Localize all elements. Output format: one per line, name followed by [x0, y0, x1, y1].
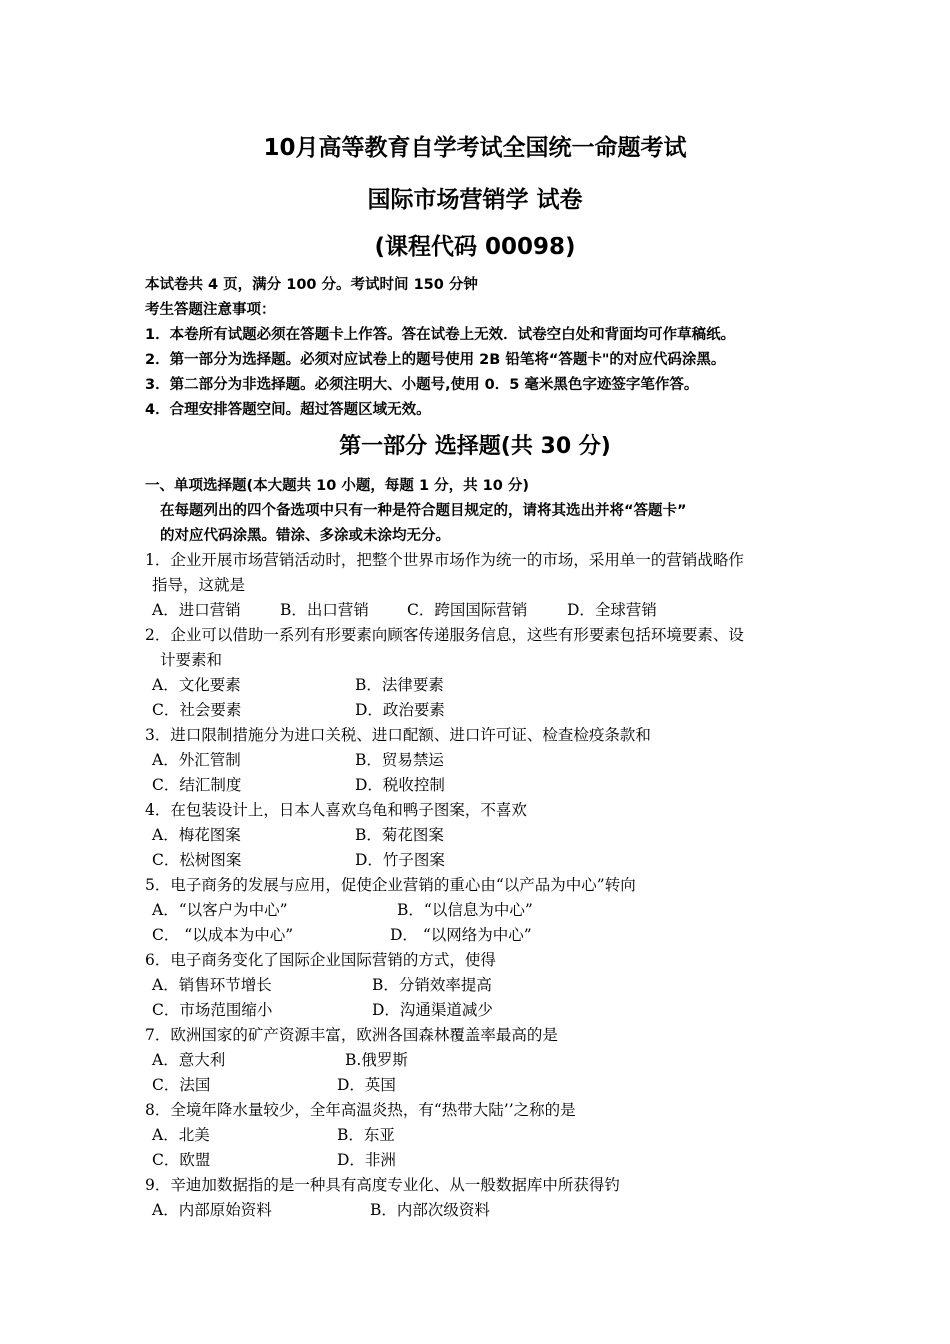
option-b: B．内部次级资料 — [370, 1201, 490, 1219]
section-instruction: 在每题列出的四个备选项中只有一种是符合题目规定的，请将其选出并将“答题卡” — [160, 503, 687, 519]
option-b: B．分销效率提高 — [372, 976, 492, 994]
exam-title: 10月高等教育自学考试全国统一命题考试 — [263, 135, 687, 161]
option-a: A．北美 — [152, 1126, 210, 1144]
option-c: C．结汇制度 — [152, 776, 242, 794]
option-a: A．销售环节增长 — [152, 976, 272, 994]
option-a: A．梅花图案 — [152, 826, 241, 844]
option-a: A．意大利 — [152, 1051, 226, 1069]
question-stem: 8．全境年降水量较少，全年高温炎热，有“热带大陆’’之称的是 — [145, 1101, 576, 1119]
question-stem: 9．辛迪加数据指的是一种具有高度专业化、从一般数据库中所获得钓 — [145, 1176, 620, 1194]
notice-rule: 3．第二部分为非选择题。必须注明大、小题号,使用 0．5 毫米黑色字迹签字笔作答。 — [145, 377, 699, 393]
option-a: A．外汇管制 — [152, 751, 241, 769]
option-c: C．跨国国际营销 — [407, 601, 528, 619]
subject-title: 国际市场营销学 试卷 — [367, 187, 583, 213]
question-stem: 计要素和 — [160, 651, 223, 669]
option-b: B．东亚 — [337, 1126, 395, 1144]
course-code: (课程代码 00098) — [374, 234, 576, 260]
option-d: D．竹子图案 — [355, 851, 445, 869]
option-a: A．内部原始资料 — [152, 1201, 272, 1219]
option-b: B.俄罗斯 — [345, 1051, 408, 1069]
exam-info: 本试卷共 4 页，满分 100 分。考试时间 150 分钟 — [145, 277, 478, 293]
question-stem: 7．欧洲国家的矿产资源丰富，欧洲各国森林覆盖率最高的是 — [145, 1026, 558, 1044]
section-instruction: 的对应代码涂黑。错涂、多涂或未涂均无分。 — [160, 528, 450, 544]
option-c: C．社会要素 — [152, 701, 242, 719]
question-stem: 4．在包装设计上，日本人喜欢乌龟和鸭子图案，不喜欢 — [145, 801, 527, 819]
notice-rule: 2．第一部分为选择题。必须对应试卷上的题号使用 2B 铅笔将“答题卡"的对应代码涂黑。 — [145, 352, 726, 368]
option-c: C．松树图案 — [152, 851, 242, 869]
option-d: D．政治要素 — [355, 701, 445, 719]
option-c: C．欧盟 — [152, 1151, 211, 1169]
option-b: B．“以信息为中心” — [397, 901, 533, 919]
option-b: B．菊花图案 — [355, 826, 444, 844]
option-c: C． “以成本为中心” — [152, 926, 294, 944]
option-d: D．非洲 — [337, 1151, 396, 1169]
option-c: C．法国 — [152, 1076, 211, 1094]
option-d: D．英国 — [337, 1076, 396, 1094]
notice-rule: 1．本卷所有试题必须在答题卡上作答。答在试卷上无效．试卷空白处和背面均可作草稿纸。 — [145, 327, 736, 343]
notice-rule: 4．合理安排答题空间。超过答题区域无效。 — [145, 402, 431, 418]
question-stem: 6．电子商务变化了国际企业国际营销的方式，使得 — [145, 951, 496, 969]
question-stem: 5．电子商务的发展与应用，促使企业营销的重心由“以产品为中心”转向 — [145, 876, 636, 894]
option-d: D．全球营销 — [567, 601, 657, 619]
question-stem: 2．企业可以借助一系列有形要素向顾客传递服务信息，这些有形要素包括环境要素、设 — [145, 626, 744, 644]
option-a: A．进口营销 — [152, 601, 241, 619]
option-d: D．沟通渠道减少 — [372, 1001, 493, 1019]
question-stem: 3．进口限制措施分为进口关税、进口配额、进口许可证、检查检疫条款和 — [145, 726, 651, 744]
question-stem: 指导，这就是 — [152, 576, 246, 594]
option-d: D．税收控制 — [355, 776, 445, 794]
option-d: D． “以网络为中心” — [390, 926, 532, 944]
question-stem: 1．企业开展市场营销活动时，把整个世界市场作为统一的市场，采用单一的营销战略作 — [145, 551, 744, 569]
notice-heading: 考生答题注意事项： — [145, 302, 276, 318]
option-c: C．市场范围缩小 — [152, 1001, 273, 1019]
option-b: B．法律要素 — [355, 676, 444, 694]
part-heading: 第一部分 选择题(共 30 分) — [339, 434, 611, 459]
option-b: B．贸易禁运 — [355, 751, 444, 769]
section-heading: 一、单项选择题(本大题共 10 小题，每题 1 分，共 10 分) — [145, 478, 529, 494]
option-a: A．文化要素 — [152, 676, 241, 694]
option-a: A．“以客户为中心” — [152, 901, 288, 919]
option-b: B．出口营销 — [280, 601, 369, 619]
